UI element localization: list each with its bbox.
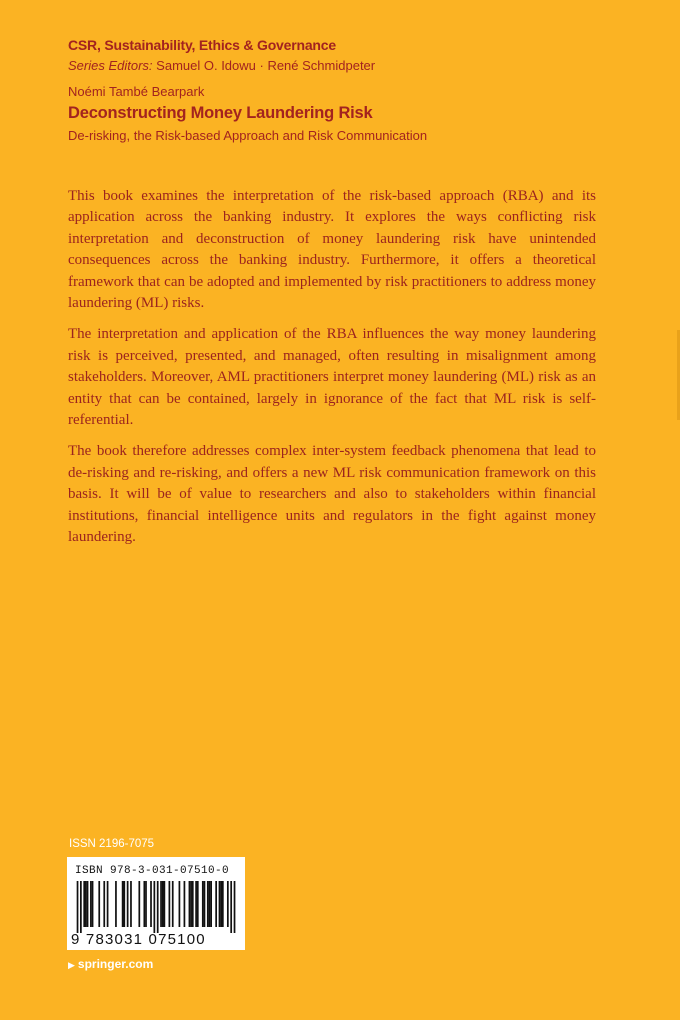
barcode-bar [179, 881, 181, 927]
series-editors-label: Series Editors: [68, 58, 153, 73]
barcode-bar [92, 881, 94, 927]
barcode-bar [138, 881, 140, 927]
barcode-bar [234, 881, 236, 933]
blurb-paragraph-2: The interpretation and application of the RBA influences the way money laundering risk is perceived, presented, and managed, often resulting in misalignment among stakeholders. Moreover, AML practitioners interpret money laundering (ML) risk as an entity that can be contained, largely in ignorance of the fact that ML risk is self-referential. [68, 326, 596, 429]
barcode-bar [162, 881, 164, 927]
barcode-bar [207, 881, 209, 927]
barcode-bar [190, 881, 192, 927]
barcode-bar [164, 881, 166, 927]
triangle-right-icon: ▶ [68, 960, 75, 970]
barcode-bar [130, 881, 132, 927]
barcode-bar [184, 881, 186, 927]
barcode-bar [220, 881, 222, 927]
book-subtitle: De-risking, the Risk-based Approach and Risk Communication [68, 128, 428, 143]
series-title: CSR, Sustainability, Ethics & Governance [68, 37, 336, 53]
barcode-bar [209, 881, 211, 927]
barcode-bar [127, 881, 129, 927]
barcode-bar [90, 881, 92, 927]
book-author: Noémi També Bearpark [68, 84, 205, 99]
isbn-text: ISBN 978-3-031-07510-0 [75, 865, 230, 877]
series-editors [68, 57, 648, 75]
barcode-bar [85, 881, 87, 927]
barcode-bar [222, 881, 224, 927]
barcode-bar [202, 881, 204, 927]
blurb-paragraph-1: This book examines the interpretation of the risk-based approach (RBA) and its application across the banking industry. It explores the ways conflicting risk interpretation and deconstruction of money laundering risk have unintended consequences across the banking industry. Furthermore, it offers a theoretical framework that can be adopted and implemented by risk practitioners to address money laundering (ML) risks. [68, 188, 596, 312]
publisher-link[interactable] [68, 957, 153, 971]
cover-header [68, 36, 648, 144]
barcode-bar [192, 881, 194, 927]
barcode-bar [103, 881, 105, 927]
series-editors-names: Samuel O. Idowu · René Schmidpeter [156, 58, 376, 73]
barcode-bar [107, 881, 109, 927]
barcode-bar [195, 881, 197, 927]
publisher-url: springer.com [77, 957, 154, 971]
isbn-barcode [67, 857, 245, 950]
barcode-bar [77, 881, 79, 933]
barcode-bars-icon [75, 881, 237, 933]
barcode-bar [143, 881, 145, 927]
barcode-bar [153, 881, 155, 933]
barcode-bar [172, 881, 174, 927]
barcode-bar [210, 881, 212, 927]
barcode-bar [219, 881, 221, 927]
barcode-bar [87, 881, 89, 927]
barcode-bar [123, 881, 125, 927]
issn-number: ISSN 2196-7075 [69, 838, 155, 850]
barcode-bar [157, 881, 159, 933]
barcode-bar [115, 881, 117, 927]
barcode-bar [150, 881, 152, 927]
book-title: Deconstructing Money Laundering Risk [68, 104, 373, 122]
barcode-bar [204, 881, 206, 927]
ean-digits: 9 783031 075100 [71, 931, 206, 948]
barcode-bar [197, 881, 199, 927]
barcode-bar [230, 881, 232, 933]
barcode-bar [160, 881, 162, 927]
barcode-bar [98, 881, 100, 927]
barcode-bar [145, 881, 147, 927]
blurb-paragraph-3: The book therefore addresses complex inter-system feedback phenomena that lead to de-risking and re-risking, and offers a new ML risk communication framework on this basis. It will be of value to researchers and also to stakeholders within financial institutions, financial intelligence units and regulators in the fight against money laundering. [68, 443, 596, 546]
barcode-bar [80, 881, 82, 933]
book-blurb [68, 186, 596, 559]
barcode-bar [83, 881, 85, 927]
barcode-bar [122, 881, 124, 927]
barcode-bar [189, 881, 191, 927]
barcode-bar [169, 881, 171, 927]
barcode-bar [227, 881, 229, 927]
barcode-bar [215, 881, 217, 927]
